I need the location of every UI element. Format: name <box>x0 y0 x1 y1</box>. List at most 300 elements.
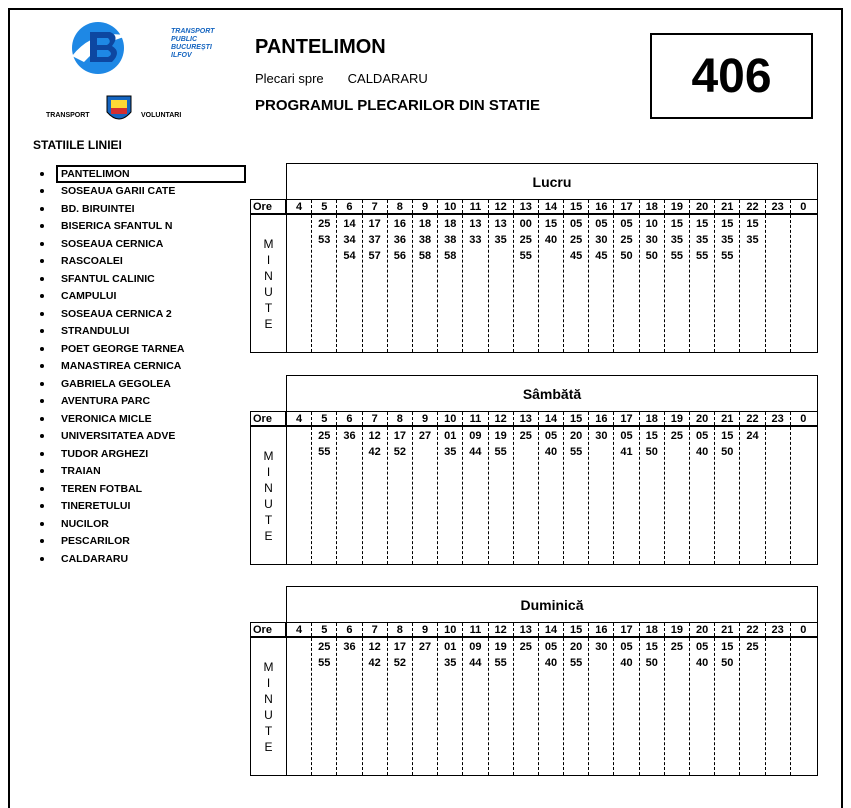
departure-minute: 13 <box>494 218 507 230</box>
bullet-icon <box>40 224 44 228</box>
minutes-column <box>715 427 740 564</box>
departure-minute: 12 <box>368 430 381 442</box>
minutes-column <box>564 638 589 775</box>
minutes-column <box>740 638 765 775</box>
bullet-icon <box>40 277 44 281</box>
hour-cell: 18 <box>640 412 665 425</box>
hour-cell: 4 <box>287 200 312 213</box>
departure-minute: 17 <box>393 430 406 442</box>
departure-minute: 25 <box>519 234 532 246</box>
departure-minute: 15 <box>544 218 558 230</box>
bullet-icon <box>40 172 44 176</box>
departure-minute: 15 <box>721 641 734 653</box>
departure-minute: 40 <box>695 446 709 458</box>
departure-minute: 25 <box>318 430 331 442</box>
departure-minute: 50 <box>721 657 734 669</box>
hour-cell: 17 <box>614 200 639 213</box>
minutes-column <box>665 427 690 564</box>
bullet-icon <box>40 434 44 438</box>
station-name: SOSEAUA CERNICA 2 <box>61 307 172 320</box>
bullet-icon <box>40 522 44 526</box>
minutes-body <box>250 638 818 776</box>
minutes-column <box>287 215 312 352</box>
hour-cell: 12 <box>489 412 514 425</box>
station-name: VERONICA MICLE <box>61 412 152 425</box>
departure-minute: 55 <box>670 250 684 262</box>
station-name: BISERICA SFANTUL N <box>61 220 173 233</box>
minute-letter: E <box>264 529 273 543</box>
minute-letter: M <box>263 449 274 463</box>
minutes-column <box>489 427 514 564</box>
minutes-column <box>614 427 639 564</box>
departure-minute: 18 <box>444 218 457 230</box>
minutes-column <box>791 215 816 352</box>
hours-row <box>250 199 818 215</box>
departure-minute: 55 <box>570 446 583 458</box>
station-item <box>30 165 246 183</box>
departure-minute: 05 <box>570 218 583 230</box>
hour-cell: 6 <box>337 412 362 425</box>
departure-minute: 55 <box>570 657 583 669</box>
station-name: BD. BIRUINTEI <box>61 202 135 215</box>
minute-letter: U <box>264 497 273 511</box>
station-item <box>30 270 246 288</box>
departure-minute: 38 <box>444 234 457 246</box>
stations-list <box>30 165 246 568</box>
station-item <box>30 463 246 481</box>
departure-minute: 56 <box>393 250 406 262</box>
departure-minute: 25 <box>519 641 532 653</box>
departure-minute: 55 <box>494 446 507 458</box>
hour-cell: 5 <box>312 200 337 213</box>
minute-letter: N <box>264 269 273 283</box>
departure-minute: 50 <box>645 446 658 458</box>
minute-letter: T <box>264 301 273 315</box>
minutes-column <box>614 638 639 775</box>
departure-minute: 01 <box>444 430 457 442</box>
departure-minute: 58 <box>418 250 432 262</box>
hour-cell: 17 <box>614 412 639 425</box>
minutes-column <box>388 638 413 775</box>
hour-cell: 22 <box>740 200 765 213</box>
hour-cell: 15 <box>564 412 589 425</box>
station-name: SFANTUL CALINIC <box>61 272 155 285</box>
minutes-column <box>766 215 791 352</box>
crest-icon <box>105 94 133 126</box>
departure-minute: 05 <box>595 218 608 230</box>
departure-minute: 01 <box>444 641 457 653</box>
minutes-column <box>337 427 362 564</box>
minutes-column <box>740 427 765 564</box>
station-name: MANASTIREA CERNICA <box>61 360 182 373</box>
minute-letter: U <box>264 708 273 722</box>
logo-right-text: VOLUNTARI <box>141 112 182 119</box>
departure-minute: 30 <box>595 234 608 246</box>
minutes-column <box>614 215 639 352</box>
station-item <box>30 340 246 358</box>
station-name: AVENTURA PARC <box>61 395 151 408</box>
departure-minute: 24 <box>746 430 759 442</box>
minutes-column <box>665 215 690 352</box>
departure-minute: 10 <box>645 218 658 230</box>
hour-cell: 23 <box>766 200 791 213</box>
hour-cell: 19 <box>665 412 690 425</box>
station-item <box>30 410 246 428</box>
departure-minute: 30 <box>595 430 608 442</box>
departure-minute: 09 <box>469 641 482 653</box>
station-name: TRAIAN <box>61 465 101 478</box>
minutes-column <box>413 427 438 564</box>
departure-minute: 55 <box>318 657 331 669</box>
hour-cell: 11 <box>463 412 488 425</box>
departure-minute: 40 <box>544 234 558 246</box>
station-name: NUCILOR <box>61 517 109 530</box>
departure-minute: 33 <box>469 234 482 246</box>
hour-cell: 14 <box>539 412 564 425</box>
minutes-column <box>463 427 488 564</box>
departure-minute: 35 <box>444 446 457 458</box>
logo-text: TRANSPORT PUBLIC BUCUREȘTI ILFOV <box>171 28 215 59</box>
hour-cell: 11 <box>463 623 488 636</box>
hour-cell: 18 <box>640 200 665 213</box>
minutes-column <box>287 638 312 775</box>
departure-minute: 36 <box>393 234 406 246</box>
hour-cell: 23 <box>766 412 791 425</box>
bullet-icon <box>40 189 44 193</box>
minutes-column <box>363 215 388 352</box>
minutes-column <box>514 427 539 564</box>
minute-label <box>251 638 287 775</box>
minutes-column <box>640 427 665 564</box>
station-name: CALDARARU <box>61 552 129 565</box>
departure-minute: 34 <box>343 234 356 246</box>
bullet-icon <box>40 452 44 456</box>
minutes-column <box>388 215 413 352</box>
bullet-icon <box>40 417 44 421</box>
station-item <box>30 358 246 376</box>
minutes-column <box>312 638 337 775</box>
departure-minute: 05 <box>620 218 633 230</box>
station-item <box>30 200 246 218</box>
departure-minute: 05 <box>695 641 709 653</box>
hour-cell: 8 <box>388 412 413 425</box>
station-name: PESCARILOR <box>61 535 130 548</box>
minutes-column <box>539 427 564 564</box>
departure-minute: 20 <box>570 641 583 653</box>
bullet-icon <box>40 469 44 473</box>
hour-cell: 7 <box>363 200 388 213</box>
hour-cell: 13 <box>514 200 539 213</box>
minutes-column <box>690 215 715 352</box>
departure-minute: 36 <box>343 430 356 442</box>
stations-title: STATIILE LINIEI <box>33 138 122 152</box>
station-item <box>30 305 246 323</box>
bullet-icon <box>40 504 44 508</box>
departure-minute: 42 <box>368 446 381 458</box>
minutes-column <box>539 638 564 775</box>
departure-minute: 25 <box>318 641 331 653</box>
hour-cell: 10 <box>438 200 463 213</box>
hour-cell: 8 <box>388 200 413 213</box>
departure-minute: 15 <box>645 641 658 653</box>
departure-minute: 25 <box>519 430 532 442</box>
departure-minute: 17 <box>368 218 381 230</box>
station-name: UNIVERSITATEA ADVE <box>61 430 176 443</box>
hour-cell: 0 <box>800 413 807 425</box>
departure-minute: 25 <box>670 641 684 653</box>
minutes-column <box>287 427 312 564</box>
hour-cell: 15 <box>564 623 589 636</box>
departure-minute: 19 <box>494 641 507 653</box>
hour-cell: 16 <box>589 412 614 425</box>
departure-minute: 15 <box>746 218 759 230</box>
departure-minute: 35 <box>746 234 759 246</box>
departure-minute: 18 <box>418 218 432 230</box>
departure-minute: 05 <box>544 430 558 442</box>
station-item <box>30 235 246 253</box>
departure-minute: 05 <box>620 641 633 653</box>
hour-cell: 12 <box>489 200 514 213</box>
station-name: PANTELIMON <box>56 165 246 183</box>
departure-minute: 20 <box>570 430 583 442</box>
minutes-column <box>463 638 488 775</box>
minutes-body <box>250 427 818 565</box>
bullet-icon <box>40 364 44 368</box>
minutes-column <box>438 427 463 564</box>
destination <box>255 71 428 86</box>
departure-minute: 45 <box>595 250 608 262</box>
station-name: POET GEORGE TARNEA <box>61 342 185 355</box>
minute-letter: M <box>263 660 274 674</box>
departure-minute: 50 <box>721 446 734 458</box>
station-item <box>30 550 246 568</box>
departure-minute: 30 <box>645 234 658 246</box>
station-name: SOSEAUA CERNICA <box>61 237 164 250</box>
departure-minute: 27 <box>418 641 432 653</box>
hours-row <box>250 622 818 638</box>
departure-minute: 15 <box>721 430 734 442</box>
hour-cell: 19 <box>665 200 690 213</box>
station-item <box>30 428 246 446</box>
day-title: Lucru <box>286 163 818 199</box>
departure-minute: 15 <box>670 218 684 230</box>
hour-cell: 21 <box>715 623 740 636</box>
departure-minute: 44 <box>469 446 482 458</box>
minute-label <box>251 427 287 564</box>
departure-minute: 57 <box>368 250 381 262</box>
departure-minute: 40 <box>620 657 633 669</box>
station-item <box>30 515 246 533</box>
minutes-column <box>413 638 438 775</box>
departure-minute: 05 <box>695 430 709 442</box>
station-name: TUDOR ARGHEZI <box>61 447 149 460</box>
hour-cell: 6 <box>337 623 362 636</box>
bullet-icon <box>40 329 44 333</box>
minutes-column <box>690 427 715 564</box>
hour-cell: 19 <box>665 623 690 636</box>
station-name: GABRIELA GEGOLEA <box>61 377 171 390</box>
hour-cell: 21 <box>715 412 740 425</box>
station-item <box>30 253 246 271</box>
hour-cell: 14 <box>539 623 564 636</box>
minutes-column <box>312 215 337 352</box>
station-item <box>30 498 246 516</box>
departure-minute: 25 <box>620 234 633 246</box>
hour-cell: 9 <box>413 200 438 213</box>
minutes-column <box>665 638 690 775</box>
hour-cell: 9 <box>413 623 438 636</box>
minutes-column <box>413 215 438 352</box>
departure-minute: 52 <box>393 657 406 669</box>
minutes-column <box>690 638 715 775</box>
bullet-icon <box>40 312 44 316</box>
minutes-column <box>564 427 589 564</box>
station-item <box>30 288 246 306</box>
minutes-column <box>438 215 463 352</box>
minutes-column <box>589 215 614 352</box>
hour-cell: 9 <box>413 412 438 425</box>
minute-letter: M <box>263 237 274 251</box>
minutes-column <box>388 427 413 564</box>
departure-minute: 09 <box>469 430 482 442</box>
departure-minute: 00 <box>519 218 532 230</box>
minute-letter: E <box>264 317 273 331</box>
minute-letter: E <box>264 740 273 754</box>
departure-minute: 44 <box>469 657 482 669</box>
minute-letter: I <box>266 676 271 690</box>
line-number: 406 <box>650 33 813 119</box>
departure-minute: 15 <box>695 218 709 230</box>
tpbi-logo <box>46 18 215 119</box>
hour-cell: 21 <box>715 200 740 213</box>
minutes-column <box>766 427 791 564</box>
minutes-column <box>489 638 514 775</box>
departure-minute: 35 <box>444 657 457 669</box>
hour-cell: 11 <box>463 200 488 213</box>
hour-cell: 6 <box>337 200 362 213</box>
station-item <box>30 375 246 393</box>
day-title: Duminică <box>286 586 818 622</box>
departure-minute: 54 <box>343 250 356 262</box>
departure-minute: 40 <box>544 657 558 669</box>
minutes-column <box>363 638 388 775</box>
minutes-column <box>337 215 362 352</box>
departure-minute: 35 <box>670 234 684 246</box>
departure-minute: 35 <box>695 234 709 246</box>
minute-letter: U <box>264 285 273 299</box>
minutes-column <box>539 215 564 352</box>
station-item <box>30 480 246 498</box>
hour-cell: 15 <box>564 200 589 213</box>
departure-minute: 15 <box>721 218 734 230</box>
departure-minute: 50 <box>645 657 658 669</box>
hour-cell: 20 <box>690 412 715 425</box>
minutes-column <box>766 638 791 775</box>
bullet-icon <box>40 259 44 263</box>
hour-cell: 0 <box>800 201 807 213</box>
hour-cell: 18 <box>640 623 665 636</box>
hours-row <box>250 411 818 427</box>
departure-minute: 14 <box>343 218 356 230</box>
station-item <box>30 218 246 236</box>
bullet-icon <box>40 487 44 491</box>
departure-minute: 25 <box>318 218 331 230</box>
minutes-column <box>640 638 665 775</box>
minute-letter: T <box>264 513 273 527</box>
hour-cell: 5 <box>312 412 337 425</box>
hour-cell: 4 <box>287 623 312 636</box>
minute-letter: N <box>264 692 273 706</box>
departure-minute: 05 <box>620 430 633 442</box>
departure-minute: 36 <box>343 641 356 653</box>
station-item <box>30 323 246 341</box>
minutes-column <box>791 427 816 564</box>
minutes-column <box>589 638 614 775</box>
hour-cell: 13 <box>514 412 539 425</box>
departure-minute: 19 <box>494 430 507 442</box>
departure-minute: 37 <box>368 234 381 246</box>
minutes-column <box>715 215 740 352</box>
departure-minute: 55 <box>695 250 709 262</box>
bullet-icon <box>40 539 44 543</box>
logo-emblem-icon <box>64 18 134 78</box>
departure-minute: 52 <box>393 446 406 458</box>
hour-cell: 16 <box>589 200 614 213</box>
hour-cell: 0 <box>800 624 807 636</box>
hour-cell: 10 <box>438 412 463 425</box>
minutes-column <box>715 638 740 775</box>
departure-minute: 55 <box>721 250 734 262</box>
minutes-column <box>463 215 488 352</box>
departure-minute: 25 <box>670 430 684 442</box>
minute-label <box>251 215 287 352</box>
minutes-column <box>589 427 614 564</box>
hour-cell: 12 <box>489 623 514 636</box>
minutes-column <box>337 638 362 775</box>
program-title: PROGRAMUL PLECARILOR DIN STATIE <box>255 97 540 114</box>
hour-cell: 22 <box>740 623 765 636</box>
departure-minute: 12 <box>368 641 381 653</box>
station-name: TEREN FOTBAL <box>61 482 143 495</box>
departure-minute: 55 <box>494 657 507 669</box>
departure-minute: 35 <box>721 234 734 246</box>
hour-cell: 10 <box>438 623 463 636</box>
departure-minute: 38 <box>418 234 432 246</box>
bullet-icon <box>40 557 44 561</box>
minutes-column <box>791 638 816 775</box>
minutes-column <box>514 638 539 775</box>
minute-letter: I <box>266 253 271 267</box>
schedule-section <box>250 375 818 565</box>
destination-label: Plecari spre <box>255 71 324 86</box>
departure-minute: 15 <box>645 430 658 442</box>
minute-letter: N <box>264 481 273 495</box>
station-name: CAMPULUI <box>61 290 117 303</box>
departure-minute: 55 <box>318 446 331 458</box>
departure-minute: 25 <box>570 234 583 246</box>
hour-cell: 7 <box>363 623 388 636</box>
bullet-icon <box>40 382 44 386</box>
departure-minute: 53 <box>318 234 331 246</box>
departure-minute: 40 <box>544 446 558 458</box>
destination-name: CALDARARU <box>347 71 428 86</box>
hour-cell: 13 <box>514 623 539 636</box>
departure-minute: 45 <box>570 250 583 262</box>
hour-cell: 20 <box>690 623 715 636</box>
departure-minute: 55 <box>519 250 532 262</box>
station-item <box>30 183 246 201</box>
minutes-column <box>312 427 337 564</box>
